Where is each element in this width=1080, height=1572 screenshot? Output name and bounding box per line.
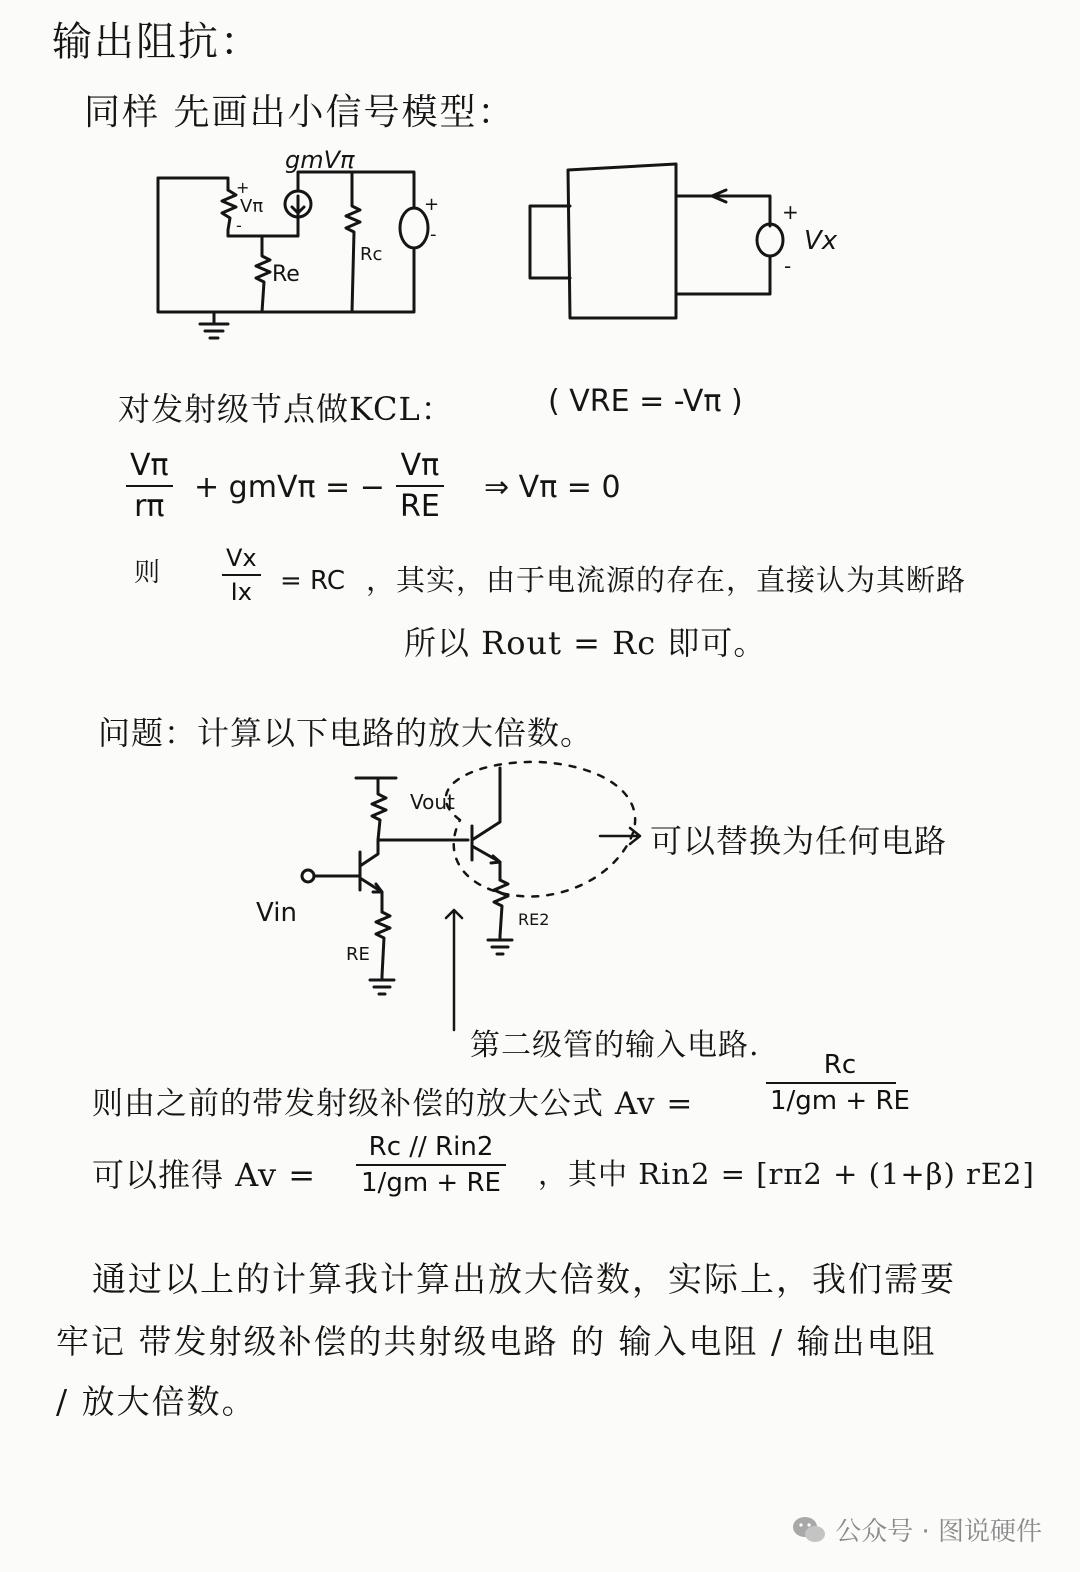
gm-source-label: gmVπ	[285, 146, 355, 174]
kcl-condition: ( VRE = -Vπ )	[548, 384, 743, 419]
test-source-model	[530, 164, 783, 318]
rout-line: 所以 Rout = Rc 即可。	[404, 624, 767, 662]
second-stage-note: 第二级管的输入电路.	[470, 1028, 760, 1063]
subheading: 同样 先画出小信号模型：	[84, 92, 516, 133]
vx-label: Vx	[804, 226, 838, 256]
replace-note: 可以替换为任何电路	[650, 822, 948, 860]
vx-minus-sign: -	[784, 254, 792, 278]
watermark	[791, 1511, 1042, 1548]
then-text: ，其实，由于电流源的存在，直接认为其断路	[366, 563, 967, 597]
formula2-text: 可以推得 Av =	[92, 1156, 317, 1194]
eq1-middle: + gmVπ = −	[194, 470, 385, 505]
kcl-text: 对发射级节点做KCL：	[118, 390, 454, 428]
formula2-tail: ，其中 Rin2 = [rπ2 + (1+β) rE2]	[538, 1157, 1035, 1191]
section-heading: 输出阻抗：	[52, 19, 262, 65]
vx-plus-sign: +	[782, 200, 799, 224]
re2-label: RE2	[518, 910, 550, 929]
eq1-result: ⇒ Vπ = 0	[484, 470, 621, 505]
small-signal-model	[158, 172, 428, 338]
conclusion-line-3: / 放大倍数。	[56, 1382, 257, 1421]
formula1-fraction: Rc 1/gm + RE	[766, 1050, 914, 1116]
formula2-fraction: Rc // Rin2 1/gm + RE	[356, 1132, 506, 1198]
re-stage1-label: RE	[346, 944, 370, 965]
conclusion-line-1: 通过以上的计算我计算出放大倍数，实际上，我们需要	[92, 1260, 956, 1300]
rc-label: Rc	[360, 244, 383, 265]
watermark-text: 公众号 · 图说硬件	[835, 1517, 1042, 1547]
source-minus-sign: -	[430, 224, 437, 245]
vpi-plus-sign: +	[236, 178, 250, 197]
source-plus-sign: +	[424, 194, 440, 215]
vin-label: Vin	[256, 898, 297, 928]
amplifier-circuit	[302, 762, 640, 1030]
wechat-icon	[791, 1515, 827, 1545]
vout-label: Vout	[410, 790, 455, 814]
formula1-text: 则由之前的带发射级补偿的放大公式 Av =	[92, 1086, 694, 1122]
then-fraction: Vx Ix	[222, 544, 261, 606]
vpi-label: Vπ	[240, 196, 264, 217]
vpi-minus-sign: -	[236, 216, 242, 235]
eq1-fraction-2: Vπ RE	[396, 448, 444, 524]
then-eq: = RC	[280, 566, 345, 596]
eq1-fraction-1: Vπ rπ	[126, 448, 173, 524]
re-label: Re	[272, 262, 300, 287]
question-text: 问题：计算以下电路的放大倍数。	[98, 714, 594, 752]
then-prefix: 则	[134, 558, 162, 588]
conclusion-line-2: 牢记 带发射级补偿的共射级电路 的 输入电阻 / 输出电阻	[56, 1322, 937, 1361]
